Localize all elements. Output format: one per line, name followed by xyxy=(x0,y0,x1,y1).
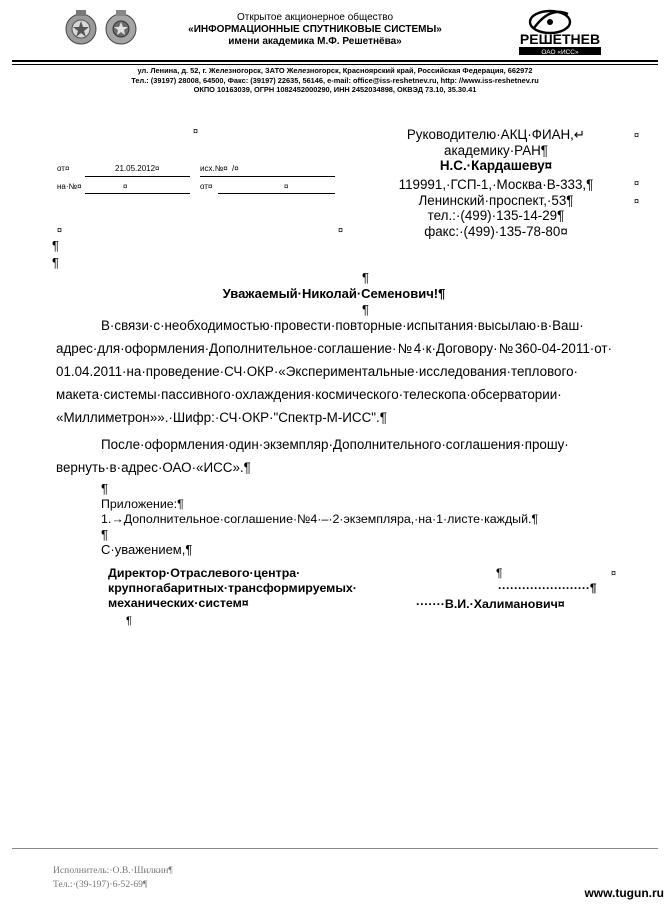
reg-date: 21.05.2012¤ xyxy=(115,164,160,173)
reg-ref-underline xyxy=(85,193,190,194)
paragraph-mark: ¶ xyxy=(362,270,369,285)
reg-outgoing-label: исх.№¤ xyxy=(200,164,228,173)
recipient-position: Руководителю·АКЦ·ФИАН,↵ xyxy=(406,127,586,142)
recipient-name: Н.С.·Кардашеву¤ xyxy=(439,158,553,174)
org-line-3: имени академика М.Ф. Решетнёва» xyxy=(228,36,402,47)
paragraph-mark: ¶ xyxy=(126,615,132,627)
paragraph-mark: ¶ xyxy=(362,302,369,317)
closing: С·уважением,¶ xyxy=(101,542,193,557)
executor-info xyxy=(53,864,173,892)
company-contacts xyxy=(60,66,610,95)
paragraph-mark: ¶ xyxy=(496,566,503,580)
contacts-phones: Тел.: (39197) 28008, 64500, Факс: (39197) 22635, 56146, e-mail: office@iss-reshetnev.ru, http: //www.iss-reshetnev.ru xyxy=(131,75,539,85)
paragraph-mark: ¶ xyxy=(52,255,59,270)
watermark: www.tugun.ru xyxy=(584,886,664,900)
paragraph-mark: ¶ xyxy=(101,481,108,496)
reg-ref-label: на·№¤ xyxy=(57,182,82,191)
contacts-codes: ОКПО 10163039, ОГРН 1082452000290, ИНН 2452034898, ОКВЭД 73.10, 35.30.41 xyxy=(193,85,477,94)
recipient-fax: факс:·(499)·135-78-80¤ xyxy=(424,223,568,239)
signature-line: ·······················¶ xyxy=(498,581,597,595)
signatory-title-line2: крупногабаритных·трансформируемых· xyxy=(108,581,357,595)
cell-marker: ¤ xyxy=(611,568,617,578)
paragraph-mark: ¶ xyxy=(101,527,108,542)
organization-name xyxy=(150,12,480,48)
recipient-address-line1: 119991,·ГСП-1,·Москва·В-333,¶ xyxy=(398,177,594,192)
cell-marker: ¤ xyxy=(338,225,344,235)
order-medal-right-icon xyxy=(104,8,138,48)
logo-subtext: ОАО «ИСС» xyxy=(541,49,579,56)
recipient-address xyxy=(380,177,612,239)
recipient-title: академику·РАН¶ xyxy=(444,142,548,158)
org-line-2: «ИНФОРМАЦИОННЫЕ СПУТНИКОВЫЕ СИСТЕМЫ» xyxy=(188,24,442,35)
reshetnev-logo xyxy=(510,4,610,56)
header-rule-thin xyxy=(12,64,658,65)
signatory-title-line1: Директор·Отраслевого·центра· xyxy=(108,566,301,580)
contacts-address: ул. Ленина, д. 52, г. Железногорск, ЗАТО Железногорск, Красноярский край, Российская Федерация, 662972 xyxy=(137,66,533,75)
reg-from-label: от¤ xyxy=(57,164,70,173)
reg-from2-date: ¤ xyxy=(284,182,289,191)
executor-name: Исполнитель:·О.В.·Шилкин¶ xyxy=(53,865,173,876)
cell-marker: ¤ xyxy=(634,196,640,206)
cell-marker: ¤ xyxy=(57,225,63,235)
org-line-1: Открытое акционерное общество xyxy=(236,12,394,23)
cell-marker: ¤ xyxy=(634,178,640,188)
cell-marker: ¤ xyxy=(193,126,199,136)
signatory-name: ·······В.И.·Халиманович¤ xyxy=(416,597,565,611)
order-medal-left-icon xyxy=(64,8,98,48)
logo-text: РЕШЕТНЕВ xyxy=(519,31,601,47)
signatory-title xyxy=(108,566,357,611)
body-paragraph-2: После·оформления·один·экземпляр·Дополнительного·соглашения·прошу· вернуть·в·адрес·ОАО·«ИСС».¶ xyxy=(56,437,569,475)
reg-ref-number: ¤ xyxy=(123,182,128,191)
attachment-label: Приложение:¶ xyxy=(101,497,184,511)
executor-phone: Тел.:·(39-197)·6-52-69¶ xyxy=(53,879,148,890)
reg-outgoing-number: /¤ xyxy=(232,164,239,173)
footer-rule xyxy=(12,848,658,849)
recipient-address-line2: Ленинский·проспект,·53¶ xyxy=(418,192,574,208)
reg-date-underline xyxy=(85,176,190,177)
paragraph-mark: ¶ xyxy=(52,238,59,253)
recipient-block xyxy=(380,127,612,174)
recipient-phone: тел.:·(499)·135-14-29¶ xyxy=(427,208,565,224)
body-paragraph-1: В·связи·с·необходимостью·провести·повторные·испытания·высылаю·в·Ваш· адрес·для·оформления·Дополнительное·соглашение·№4·к·Договору·№360-04-2011·от· 01.04.2011·на·проведение·СЧ·ОКР·«Экспериментальные·исследования·теплового· макета·системы·пассивного·охлаждения·космического·телескопа·обсерватории· «Миллиметрон»».·Шифр:·СЧ·ОКР·"Спектр-М-ИСС".¶ xyxy=(56,318,612,425)
greeting: Уважаемый·Николай·Семенович!¶ xyxy=(222,286,446,301)
header-rule-thick xyxy=(12,60,658,62)
attachment-item: 1.→Дополнительное·соглашение·№4·–·2·экземпляра,·на·1·листе·каждый.¶ xyxy=(101,512,539,526)
reg-number-underline xyxy=(200,176,335,177)
reg-from2-underline xyxy=(218,193,335,194)
signatory-title-line3: механических·систем¤ xyxy=(108,596,249,610)
reg-from2-label: от¤ xyxy=(200,182,213,191)
cell-marker: ¤ xyxy=(634,130,640,140)
